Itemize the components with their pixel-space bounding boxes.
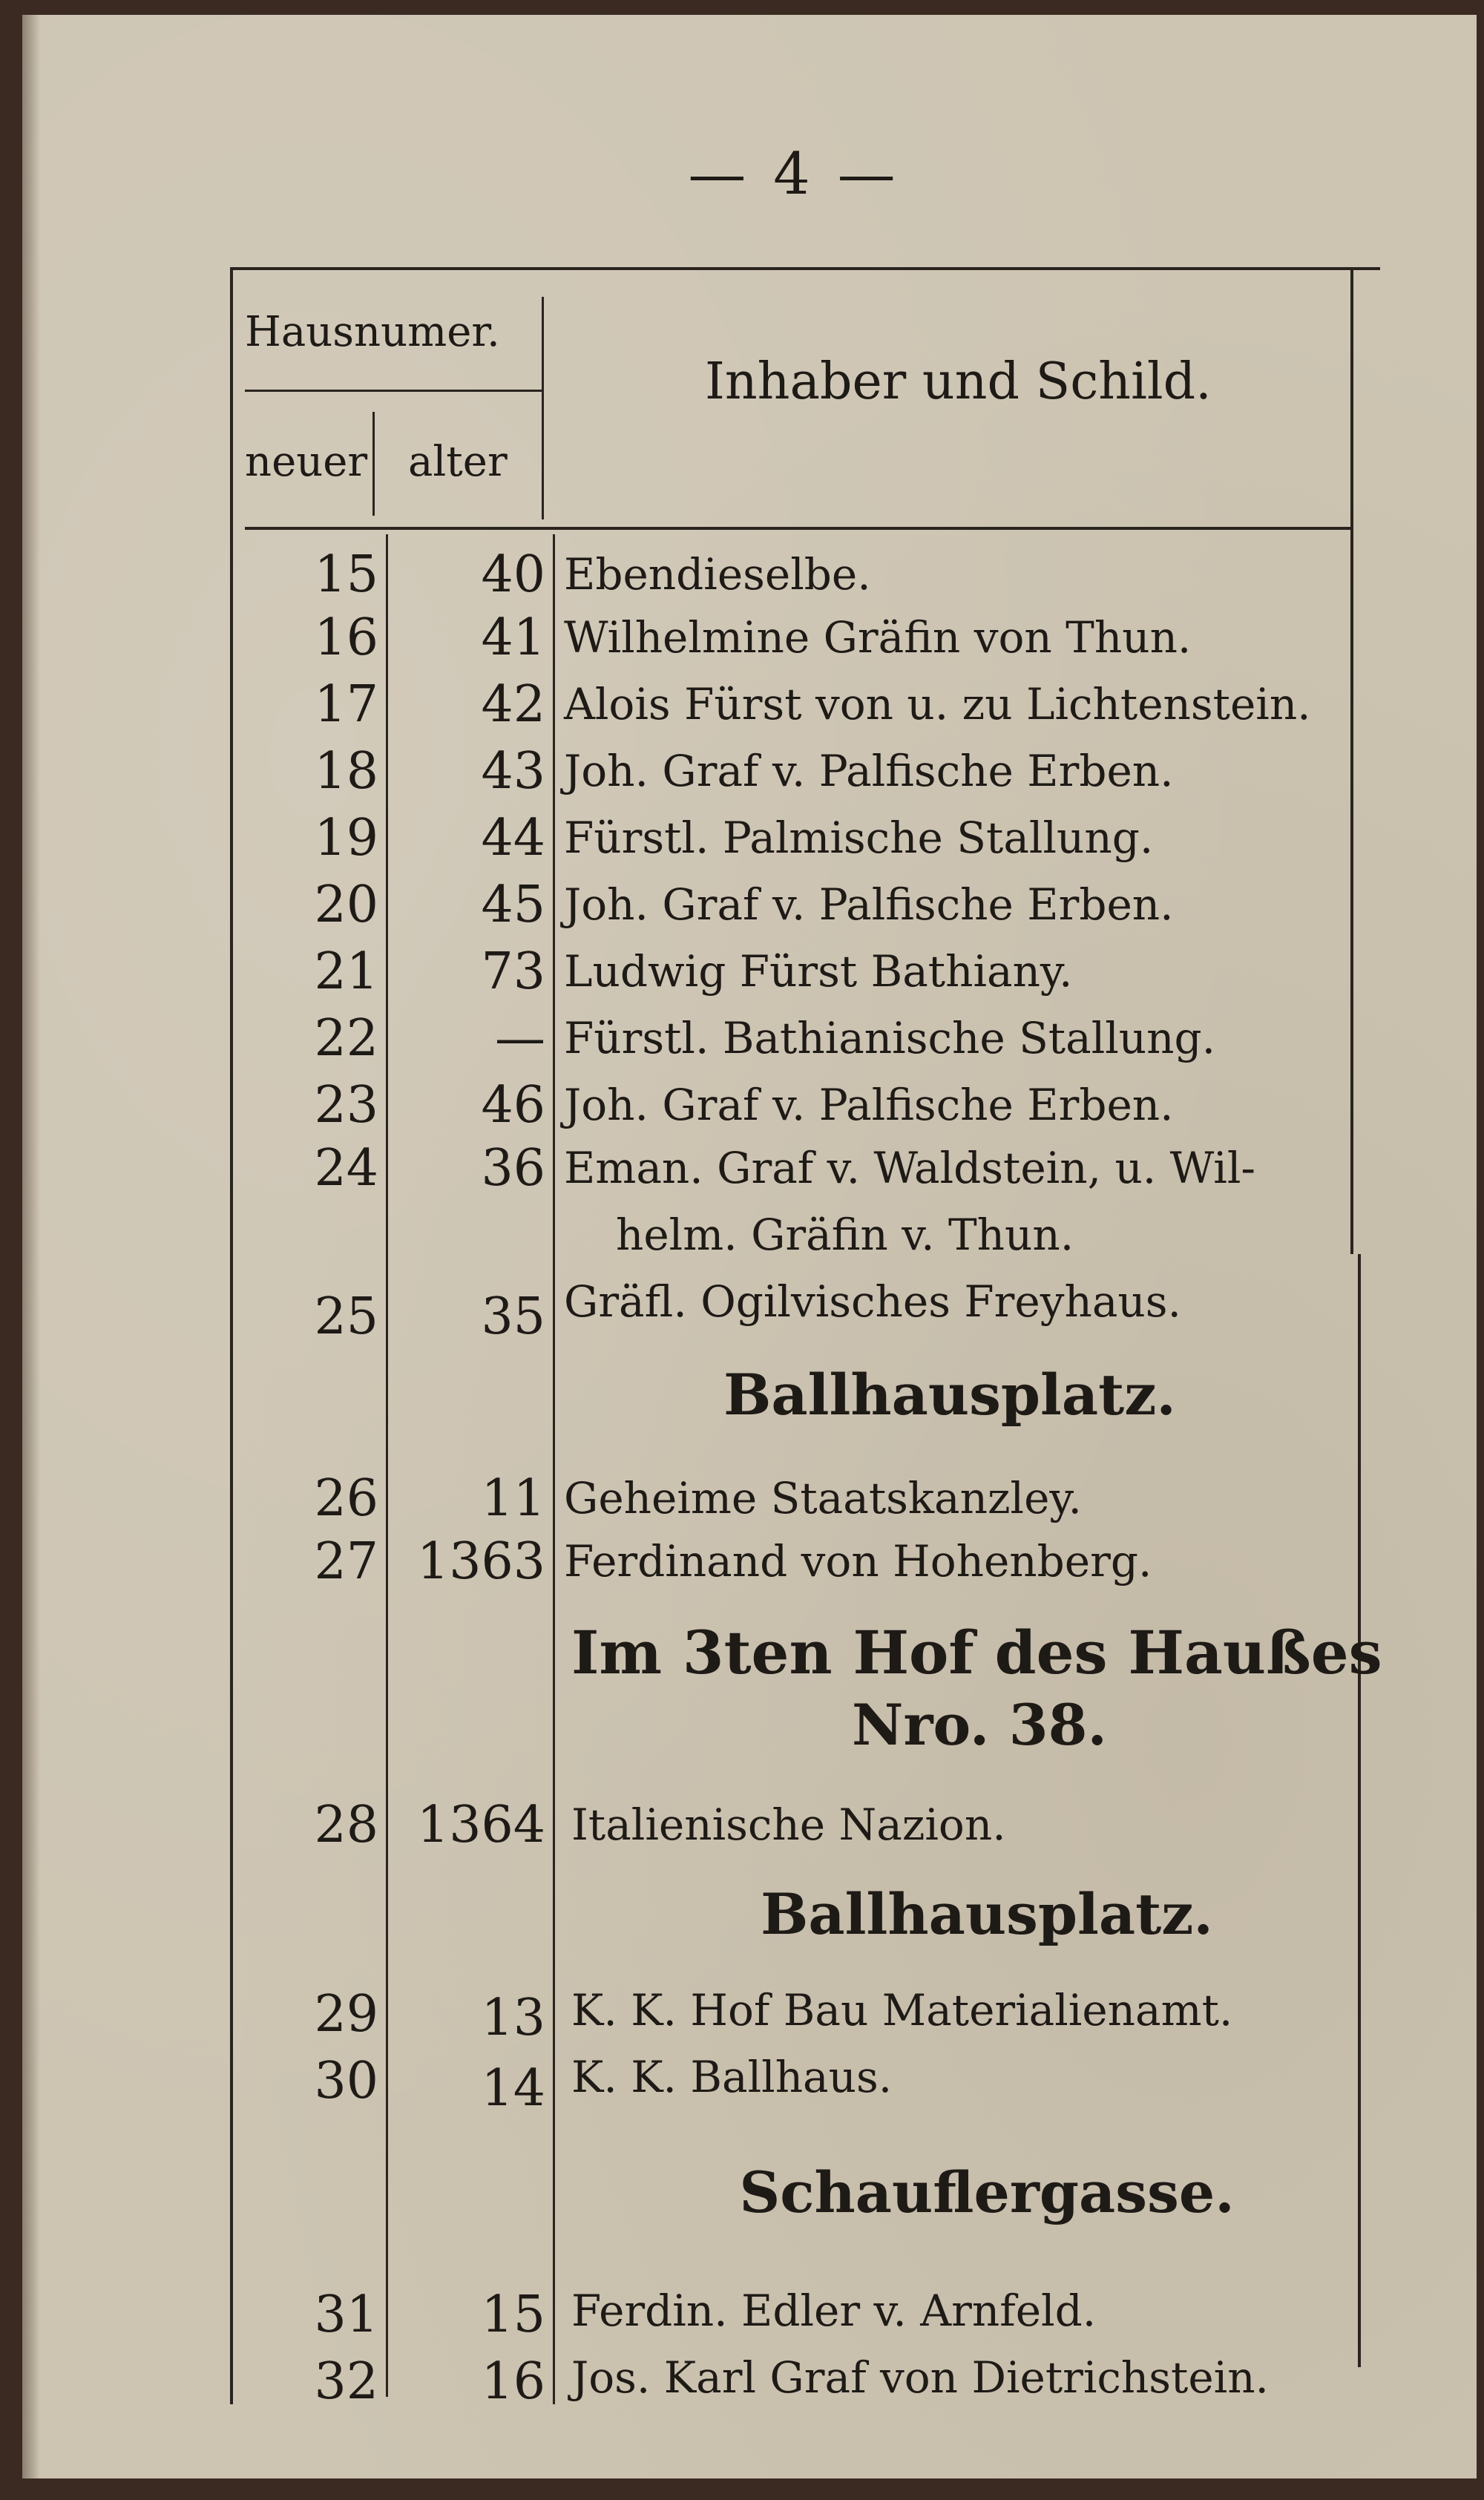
row-30-old-number: 14 xyxy=(481,2059,545,2118)
row-29-new-number: 29 xyxy=(314,1985,378,2044)
header-bottom-rule xyxy=(245,527,1350,530)
row-25-old-number: 35 xyxy=(481,1287,545,1346)
page-number: — 4 — xyxy=(688,141,900,208)
row-32-new-number: 32 xyxy=(314,2352,378,2411)
row-16-old-number: 41 xyxy=(481,608,545,667)
row-30-new-number: 30 xyxy=(314,2052,378,2110)
section-heading-ballhausplatz: Ballhausplatz. xyxy=(723,1362,1176,1428)
row-31-new-number: 31 xyxy=(314,2286,378,2344)
row-22-new-number: 22 xyxy=(314,1009,378,1068)
row-30-owner: K. K. Ballhaus. xyxy=(571,2052,893,2102)
row-15-new-number: 15 xyxy=(314,545,378,604)
row-24-old-number: 36 xyxy=(481,1139,545,1198)
row-20-old-number: 45 xyxy=(481,876,545,934)
header-alter: alter xyxy=(408,438,508,486)
header-inhaber-und-schild: Inhaber und Schild. xyxy=(705,352,1212,411)
row-21-old-number: 73 xyxy=(481,942,545,1001)
table-top-rule xyxy=(230,267,1380,270)
row-28-new-number: 28 xyxy=(314,1796,378,1854)
hausnumer-underline xyxy=(245,390,542,392)
row-25-new-number: 25 xyxy=(314,1287,378,1346)
row-27-new-number: 27 xyxy=(314,1532,378,1591)
row-27-old-number: 1363 xyxy=(416,1532,545,1591)
row-23-owner: Joh. Graf v. Palfische Erben. xyxy=(564,1080,1174,1130)
row-17-owner: Alois Fürst von u. zu Lichtenstein. xyxy=(564,679,1311,729)
row-25-owner: Gräfl. Ogilvisches Freyhaus. xyxy=(564,1276,1181,1327)
header-neuer: neuer xyxy=(245,438,368,486)
row-17-new-number: 17 xyxy=(314,675,378,734)
row-31-old-number: 15 xyxy=(481,2286,545,2344)
header-divider-vertical xyxy=(542,297,544,519)
table-right-border xyxy=(1350,267,1353,1254)
row-20-owner: Joh. Graf v. Palfische Erben. xyxy=(564,879,1174,930)
row-16-owner: Wilhelmine Gräfin von Thun. xyxy=(564,612,1192,663)
row-26-new-number: 26 xyxy=(314,1469,378,1528)
row-24-owner: Eman. Graf v. Waldstein, u. Wil- xyxy=(564,1143,1255,1193)
row-19-old-number: 44 xyxy=(481,809,545,867)
book-page xyxy=(22,15,1477,2478)
row-32-old-number: 16 xyxy=(481,2352,545,2411)
row-24-owner-continued: helm. Gräfin v. Thun. xyxy=(616,1210,1074,1260)
column-divider-alt-name xyxy=(553,534,555,2404)
table-right-border-lower xyxy=(1358,1254,1361,2367)
section-heading-nro-38: Nro. 38. xyxy=(851,1692,1107,1758)
row-31-owner: Ferdin. Edler v. Arnfeld. xyxy=(571,2286,1097,2336)
page-gutter-shadow xyxy=(22,15,40,2478)
row-23-new-number: 23 xyxy=(314,1076,378,1135)
row-29-old-number: 13 xyxy=(481,1989,545,2047)
row-18-owner: Joh. Graf v. Palfische Erben. xyxy=(564,746,1174,796)
row-19-new-number: 19 xyxy=(314,809,378,867)
row-20-new-number: 20 xyxy=(314,876,378,934)
row-27-owner: Ferdinand von Hohenberg. xyxy=(564,1536,1152,1587)
row-29-owner: K. K. Hof Bau Materialienamt. xyxy=(571,1985,1233,2035)
section-heading-schauflergasse: Schauflergasse. xyxy=(739,2159,1235,2225)
row-24-new-number: 24 xyxy=(314,1139,378,1198)
section-heading-im-3ten-hof: Im 3ten Hof des Haußes xyxy=(571,1618,1382,1687)
row-22-owner: Fürstl. Bathianische Stallung. xyxy=(564,1013,1216,1063)
row-18-new-number: 18 xyxy=(314,742,378,801)
row-28-owner: Italienische Nazion. xyxy=(571,1799,1006,1850)
row-19-owner: Fürstl. Palmische Stallung. xyxy=(564,813,1154,863)
row-21-new-number: 21 xyxy=(314,942,378,1001)
row-16-new-number: 16 xyxy=(314,608,378,667)
row-15-old-number: 40 xyxy=(481,545,545,604)
row-15-owner: Ebendieselbe. xyxy=(564,549,871,600)
row-22-old-number: — xyxy=(495,1009,545,1068)
row-21-owner: Ludwig Fürst Bathiany. xyxy=(564,946,1073,997)
row-28-old-number: 1364 xyxy=(416,1796,545,1854)
row-18-old-number: 43 xyxy=(481,742,545,801)
row-26-owner: Geheime Staatskanzley. xyxy=(564,1473,1082,1523)
section-heading-ballhausplatz-2: Ballhausplatz. xyxy=(761,1881,1213,1947)
row-32-owner: Jos. Karl Graf von Dietrichstein. xyxy=(571,2352,1269,2403)
row-17-old-number: 42 xyxy=(481,675,545,734)
neuer-alter-divider xyxy=(372,412,375,516)
row-23-old-number: 46 xyxy=(481,1076,545,1135)
table-left-border xyxy=(230,267,233,2404)
row-26-old-number: 11 xyxy=(481,1469,545,1528)
header-hausnumer: Hausnumer. xyxy=(245,308,500,356)
column-divider-neu-alt xyxy=(386,534,388,2397)
